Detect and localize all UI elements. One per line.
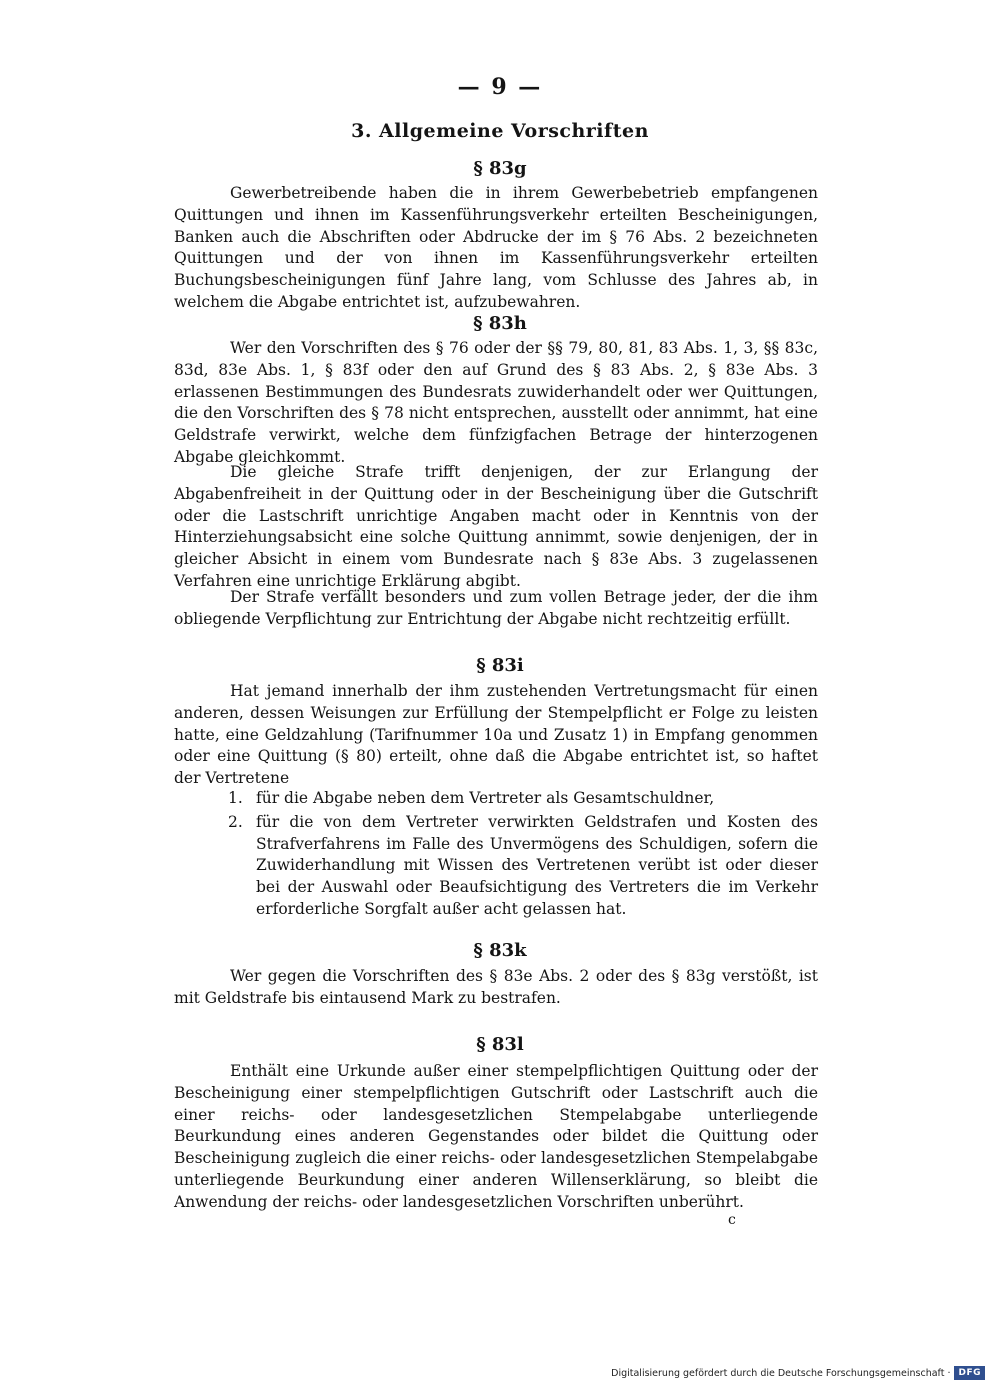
list-item-number: 1.	[228, 789, 243, 807]
paragraph-heading-83g: § 83g	[473, 158, 527, 179]
list-item-number: 2.	[228, 812, 243, 831]
liability-list	[228, 788, 818, 921]
paragraph-text-83h-1: Wer den Vorschriften des § 76 oder der §§ 79, 80, 81, 83 Abs. 1, 3, §§ 83c, 83d, 83e Abs. 1, § 83f oder den auf Grund des § 83 Abs. 2, § 83e Abs. 3 erlassenen Bestimmungen des Bundesrats zuwiderhandelt oder wer Quittungen, die den Vorschriften des § 78 nicht entsprechen, ausstellt oder annimmt, hat eine Geldstrafe verwirkt, welche dem fünfzigfachen Betrage der hinterzogenen Abgabe gleichkommt.	[174, 339, 818, 466]
footer-text: Digitalisierung gefördert durch die Deutsche Forschungsgemeinschaft ·	[611, 1367, 951, 1379]
list-item	[228, 788, 818, 810]
paragraph-text-83g: Gewerbetreibende haben die in ihrem Gewerbebetrieb empfangenen Quittungen und ihnen im Kassenführungsverkehr erteilten Bescheinigungen, Banken auch die Abschriften oder Abdrucke der im § 76 Abs. 2 bezeichneten Quittungen und der von ihnen im Kassenführungsverkehr erteilten Buchungsbescheinigungen fünf Jahre lang, vom Schlusse des Jahres ab, in welchem die Abgabe entrichtet ist, aufzubewahren.	[174, 184, 818, 311]
paragraph-text-83h-2: Die gleiche Strafe trifft denjenigen, der zur Erlangung der Abgabenfreiheit in der Quittung oder in der Bescheinigung über die Gutschrift oder die Lastschrift unrichtige Angaben macht oder in Kenntnis von der Hinterziehungsabsicht eine solche Quittung annimmt, sowie denjenigen, der in gleicher Absicht in einem vom Bundesrate nach § 83e Abs. 3 zugelassenen Verfahren eine unrichtige Erklärung abgibt.	[174, 463, 818, 590]
paragraph-text-83h-3: Der Strafe verfällt besonders und zum vollen Betrage jeder, der die ihm obliegende Verpflichtung zur Entrichtung der Abgabe nicht rechtzeitig erfüllt.	[174, 588, 818, 628]
paragraph-heading-83l: § 83l	[476, 1034, 524, 1055]
paragraph-heading-83k: § 83k	[473, 940, 527, 961]
catchword: c	[728, 1212, 736, 1228]
list-item-text: für die Abgabe neben dem Vertreter als Gesamtschuldner,	[256, 789, 715, 807]
paragraph-heading-83h: § 83h	[473, 313, 527, 334]
paragraph-text-83k: Wer gegen die Vorschriften des § 83e Abs. 2 oder des § 83g verstößt, ist mit Geldstrafe bis eintausend Mark zu bestrafen.	[174, 967, 818, 1007]
paragraph-text-83i: Hat jemand innerhalb der ihm zustehenden Vertretungsmacht für einen anderen, dessen Weisungen zur Erfüllung der Stempelpflicht er Folge zu leisten hatte, eine Geldzahlung (Tarifnummer 10a und Zusatz 1) in Empfang genommen oder eine Quittung (§ 80) erteilt, ohne daß die Abgabe entrichtet ist, so haftet der Vertretene	[174, 682, 818, 788]
paragraph-heading-83i: § 83i	[476, 655, 524, 676]
list-item	[228, 812, 818, 921]
paragraph-text-83l: Enthält eine Urkunde außer einer stempelpflichtigen Quittung oder der Bescheinigung einer stempelpflichtigen Gutschrift oder Lastschrift auch die einer reichs- oder landesgesetzlichen Stempelabgabe unterliegende Beurkundung eines anderen Gegenstandes oder bildet die Quittung oder Bescheinigung zugleich die einer reichs- oder landesgesetzlichen Stempelabgabe unterliegende Beurkundung einer anderen Willenserklärung, so bleibt die Anwendung der reichs- oder landesgesetzlichen Vorschriften unberührt.	[174, 1062, 818, 1211]
list-item-text: für die von dem Vertreter verwirkten Geldstrafen und Kosten des Strafverfahrens im Falle des Unvermögens des Schuldigen, sofern die Zuwiderhandlung mit Wissen des Vertretenen verübt ist oder dieser bei der Auswahl oder Beaufsichtigung des Vertreters die im Verkehr erforderliche Sorgfalt außer acht gelassen hat.	[256, 812, 818, 918]
dfg-logo: DFG	[954, 1366, 985, 1380]
section-heading: 3. Allgemeine Vorschriften	[351, 120, 649, 142]
page-number: — 9 —	[457, 74, 543, 100]
digitization-footer	[605, 1364, 985, 1382]
